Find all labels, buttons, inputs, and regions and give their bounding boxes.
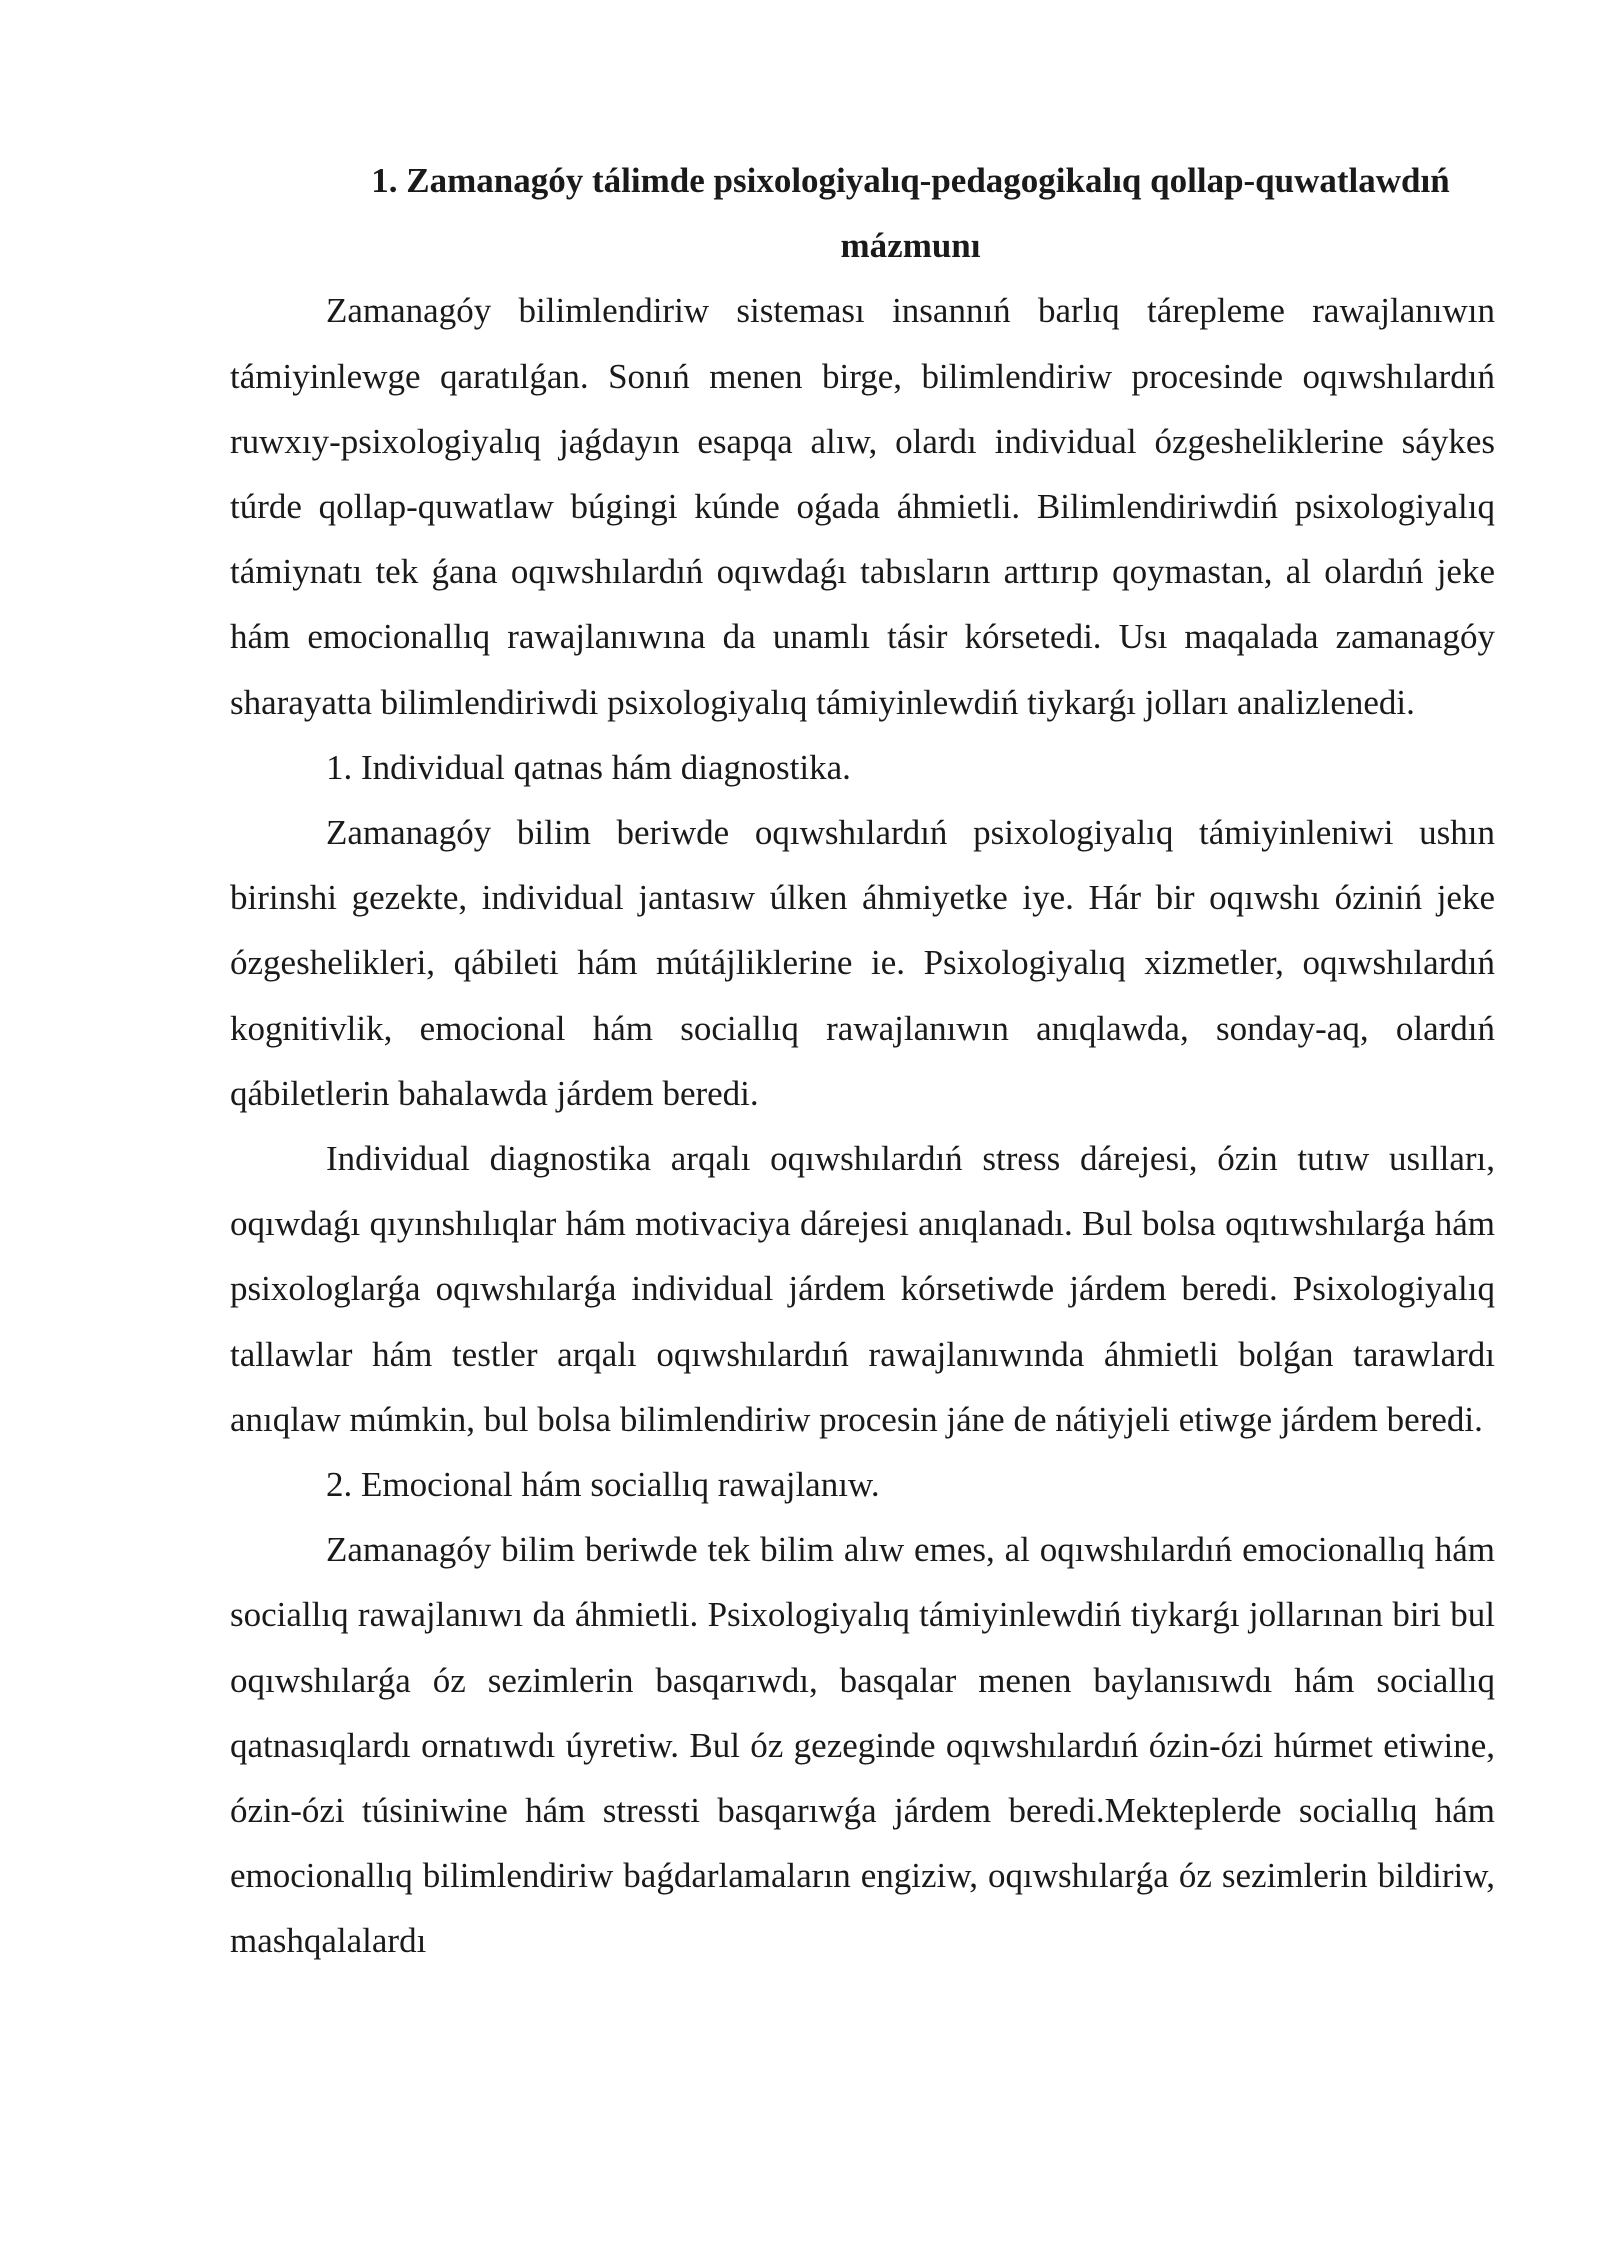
section-heading-emotional: 2. Emocional hám sociallıq rawajlanıw. (326, 1465, 880, 1505)
section1-paragraph-2: Individual diagnostika arqalı oqıwshılardıń stress dárejesi, ózin tutıw usılları, oqıwdaǵı qıyınshılıqlar hám motivaciya dárejesi anıqlanadı. Bul bolsa oqıtıwshılarǵa hám psixologlarǵa oqıwshılarǵa individual járdem kórsetiwde járdem beredi. Psixologiyalıq tallawlar hám testler arqalı oqıwshılardıń rawajlanıwında áhmietli bolǵan tarawlardı anıqlaw múmkin, bul bolsa bilimlendiriw procesin jáne de nátiyjeli etiwge járdem beredi. (230, 1139, 1495, 1439)
section2-paragraph-1: Zamanagóy bilim beriwde tek bilim alıw emes, al oqıwshılardıń emocionallıq hám sociallıq rawajlanıwı da áhmietli. Psixologiyalıq támiyinlewdiń tiykarǵı jollarınan biri bul oqıwshılarǵa óz sezimlerin basqarıwdı, basqalar menen baylanısıwdı hám sociallıq qatnasıqlardı ornatıwdı úyretiw. Bul óz gezeginde oqıwshılardıń ózin-ózi húrmet etiwine, ózin-ózi túsiniwine hám stressti basqarıwǵa járdem beredi.Mekteplerde sociallıq hám emocionallıq bilimlendiriw baǵdarlamaların engiziw, oqıwshılarǵa óz sezimlerin bildiriw, mashqalalardı (230, 1530, 1495, 1961)
section-heading-individual: 1. Individual qatnas hám diagnostika. (326, 747, 851, 787)
intro-paragraph: Zamanagóy bilimlendiriw sisteması insannıń barlıq tárepleme rawajlanıwın támiyinlewge qaratılǵan. Sonıń menen birge, bilimlendiriw procesinde oqıwshılardıń ruwxıy-psixologiyalıq jaǵdayın esapqa alıw, olardı individual ózgesheliklerine sáykes túrde qollap-quwatlaw búgingi kúnde oǵada áhmietli. Bilimlendiriwdiń psixologiyalıq támiynatı tek ǵana oqıwshılardıń oqıwdaǵı tabısların arttırıp qoymastan, al olardıń jeke hám emocionallıq rawajlanıwına da unamlı tásir kórsetedi. Usı maqalada zamanagóy sharayatta bilimlendiriwdi psixologiyalıq támiyinlewdiń tiykarǵı jolları analizlenedi. (230, 291, 1495, 722)
document-body (230, 148, 1495, 1974)
page-title: 1. Zamanagóy tálimde psixologiyalıq-pedagogikalıq qollap-quwatlawdıń mázmunı (371, 161, 1450, 266)
section1-paragraph-1: Zamanagóy bilim beriwde oqıwshılardıń psixologiyalıq támiyinleniwi ushın birinshi gezekte, individual jantasıw úlken áhmiyetke iye. Hár bir oqıwshı óziniń jeke ózgeshelikleri, qábileti hám mútájliklerine ie. Psixologiyalıq xizmetler, oqıwshılardıń kognitivlik, emocional hám sociallıq rawajlanıwın anıqlawda, sonday-aq, olardıń qábiletlerin bahalawda járdem beredi. (230, 813, 1495, 1113)
